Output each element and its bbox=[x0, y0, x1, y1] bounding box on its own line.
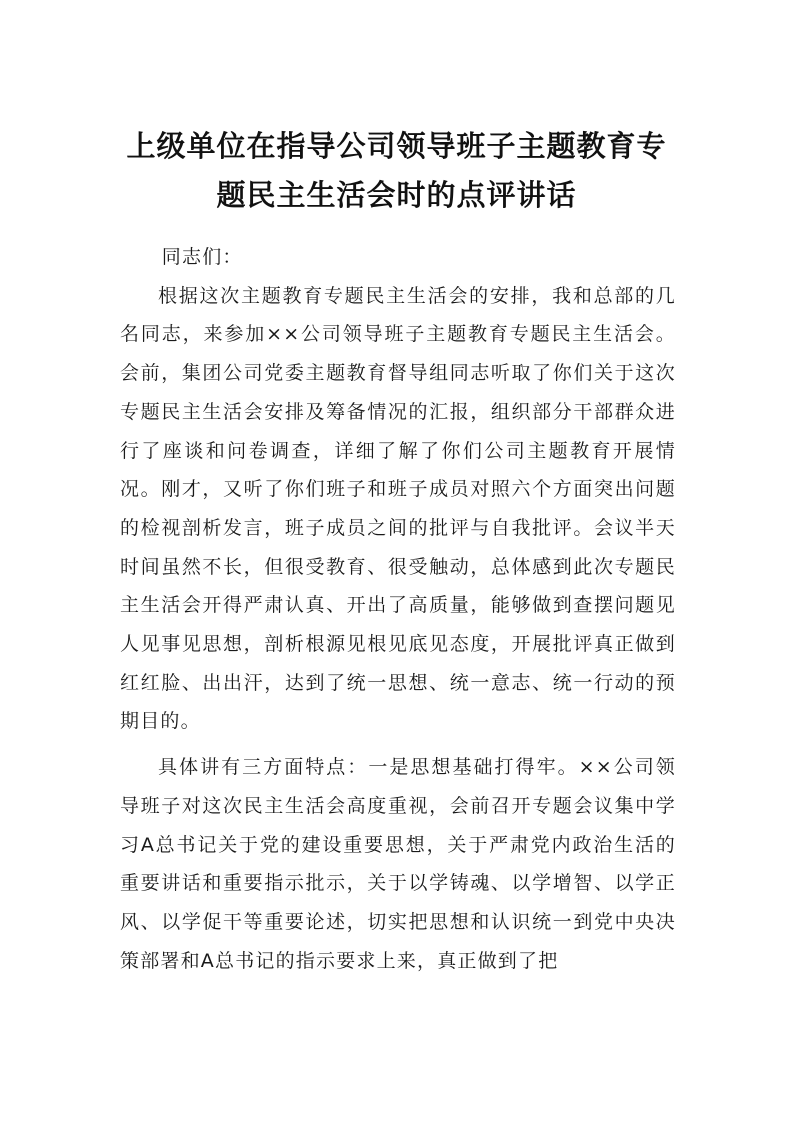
document-title-line-2: 题民主生活会时的点评讲话 bbox=[216, 178, 577, 212]
paragraph-1: 根据这次主题教育专题民主生活会的安排，我和总部的几名同志，来参加××公司领导班子主题教育专题民主生活会。会前，集团公司党委主题教育督导组同志听取了你们关于这次专题民主生活会安排及筹备情况的汇报，组织部分干部群众进行了座谈和问卷调查，详细了解了你们公司主题教育开展情况。刚才，又听了你们班子和班子成员对照六个方面突出问题的检视剖析发言，班子成员之间的批评与自我批评。会议半天时间虽然不长，但很受教育、很受触动，总体感到此次专题民主生活会开得严肃认真、开出了高质量，能够做到查摆问题见人见事见思想，剖析根源见根见底见态度，开展批评真正做到红红脸、出出汗，达到了统一思想、统一意志、统一行动的预期目的。 bbox=[120, 284, 676, 733]
document-title-line-1: 上级单位在指导公司领导班子主题教育专 bbox=[126, 129, 667, 163]
document-body bbox=[120, 238, 676, 980]
paragraph-2: 具体讲有三方面特点：一是思想基础打得牢。××公司领导班子对这次民主生活会高度重视，会前召开专题会议集中学习A总书记关于党的建设重要思想，关于严肃党内政治生活的重要讲话和重要指示批示，关于以学铸魂、以学增智、以学正风、以学促干等重要论述，切实把思想和认识统一到党中央决策部署和A总书记的指示要求上来，真正做到了把 bbox=[120, 756, 676, 972]
greeting: 同志们： bbox=[161, 246, 243, 268]
